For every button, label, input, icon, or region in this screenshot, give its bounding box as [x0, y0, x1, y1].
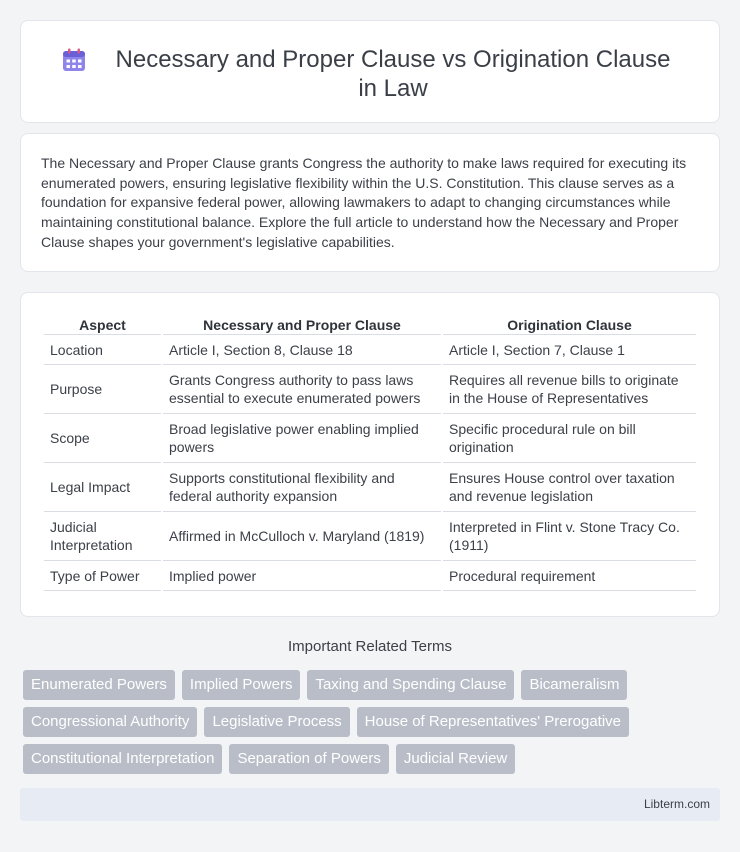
row-aspect: Judicial Interpretation	[44, 512, 161, 561]
row-aspect: Legal Impact	[44, 463, 161, 512]
tag-enumerated-powers[interactable]: Enumerated Powers	[23, 670, 175, 700]
calendar-icon	[61, 47, 87, 73]
tag-legislative-process[interactable]: Legislative Process	[204, 707, 349, 737]
tag-constitutional-interpretation[interactable]: Constitutional Interpretation	[23, 744, 222, 774]
tag-separation-of-powers[interactable]: Separation of Powers	[229, 744, 388, 774]
row-necessary-proper: Affirmed in McCulloch v. Maryland (1819)	[163, 512, 441, 561]
tag-taxing-spending-clause[interactable]: Taxing and Spending Clause	[307, 670, 514, 700]
row-origination: Article I, Section 7, Clause 1	[443, 335, 696, 365]
table-row	[44, 561, 696, 591]
row-aspect: Scope	[44, 414, 161, 463]
page-title: Necessary and Proper Clause vs Origination Clause in Law	[115, 46, 671, 102]
table-row	[44, 335, 696, 365]
footer	[20, 788, 720, 821]
row-origination: Ensures House control over taxation and revenue legislation	[443, 463, 696, 512]
footer-site-link[interactable]: Libterm.com	[643, 797, 710, 811]
table-header-row	[44, 315, 696, 335]
header-aspect: Aspect	[44, 315, 161, 335]
table-row	[44, 463, 696, 512]
row-necessary-proper: Grants Congress authority to pass laws essential to execute enumerated powers	[163, 365, 441, 414]
title-row	[21, 21, 719, 103]
header-origination: Origination Clause	[443, 315, 696, 335]
tag-judicial-review[interactable]: Judicial Review	[396, 744, 515, 774]
table-row	[44, 512, 696, 561]
row-origination: Specific procedural rule on bill origination	[443, 414, 696, 463]
title-card	[20, 20, 720, 123]
intro-paragraph: The Necessary and Proper Clause grants Congress the authority to make laws required for executing its enumerated powers, ensuring legislative flexibility within the U.S. Constitution. This clause serves as a foundation for expansive federal power, allowing lawmakers to adapt to changing circumstances while maintaining constitutional balance. Explore the full article to understand how the Necessary and Proper Clause shapes your government's legislative capabilities.	[41, 155, 687, 250]
comparison-card	[20, 292, 720, 617]
related-terms-list	[23, 670, 723, 774]
row-necessary-proper: Article I, Section 8, Clause 18	[163, 335, 441, 365]
row-necessary-proper: Implied power	[163, 561, 441, 591]
tag-bicameralism[interactable]: Bicameralism	[521, 670, 627, 700]
table-row	[44, 414, 696, 463]
row-necessary-proper: Broad legislative power enabling implied powers	[163, 414, 441, 463]
tag-house-prerogative[interactable]: House of Representatives' Prerogative	[357, 707, 629, 737]
related-terms-title: Important Related Terms	[288, 638, 452, 655]
tag-congressional-authority[interactable]: Congressional Authority	[23, 707, 197, 737]
row-necessary-proper: Supports constitutional flexibility and federal authority expansion	[163, 463, 441, 512]
tag-implied-powers[interactable]: Implied Powers	[182, 670, 301, 700]
row-aspect: Location	[44, 335, 161, 365]
table-row	[44, 365, 696, 414]
row-aspect: Type of Power	[44, 561, 161, 591]
header-necessary-proper: Necessary and Proper Clause	[163, 315, 441, 335]
row-aspect: Purpose	[44, 365, 161, 414]
intro-card	[20, 133, 720, 272]
comparison-table	[42, 315, 698, 591]
row-origination: Procedural requirement	[443, 561, 696, 591]
row-origination: Requires all revenue bills to originate in the House of Representatives	[443, 365, 696, 414]
row-origination: Interpreted in Flint v. Stone Tracy Co. (1911)	[443, 512, 696, 561]
